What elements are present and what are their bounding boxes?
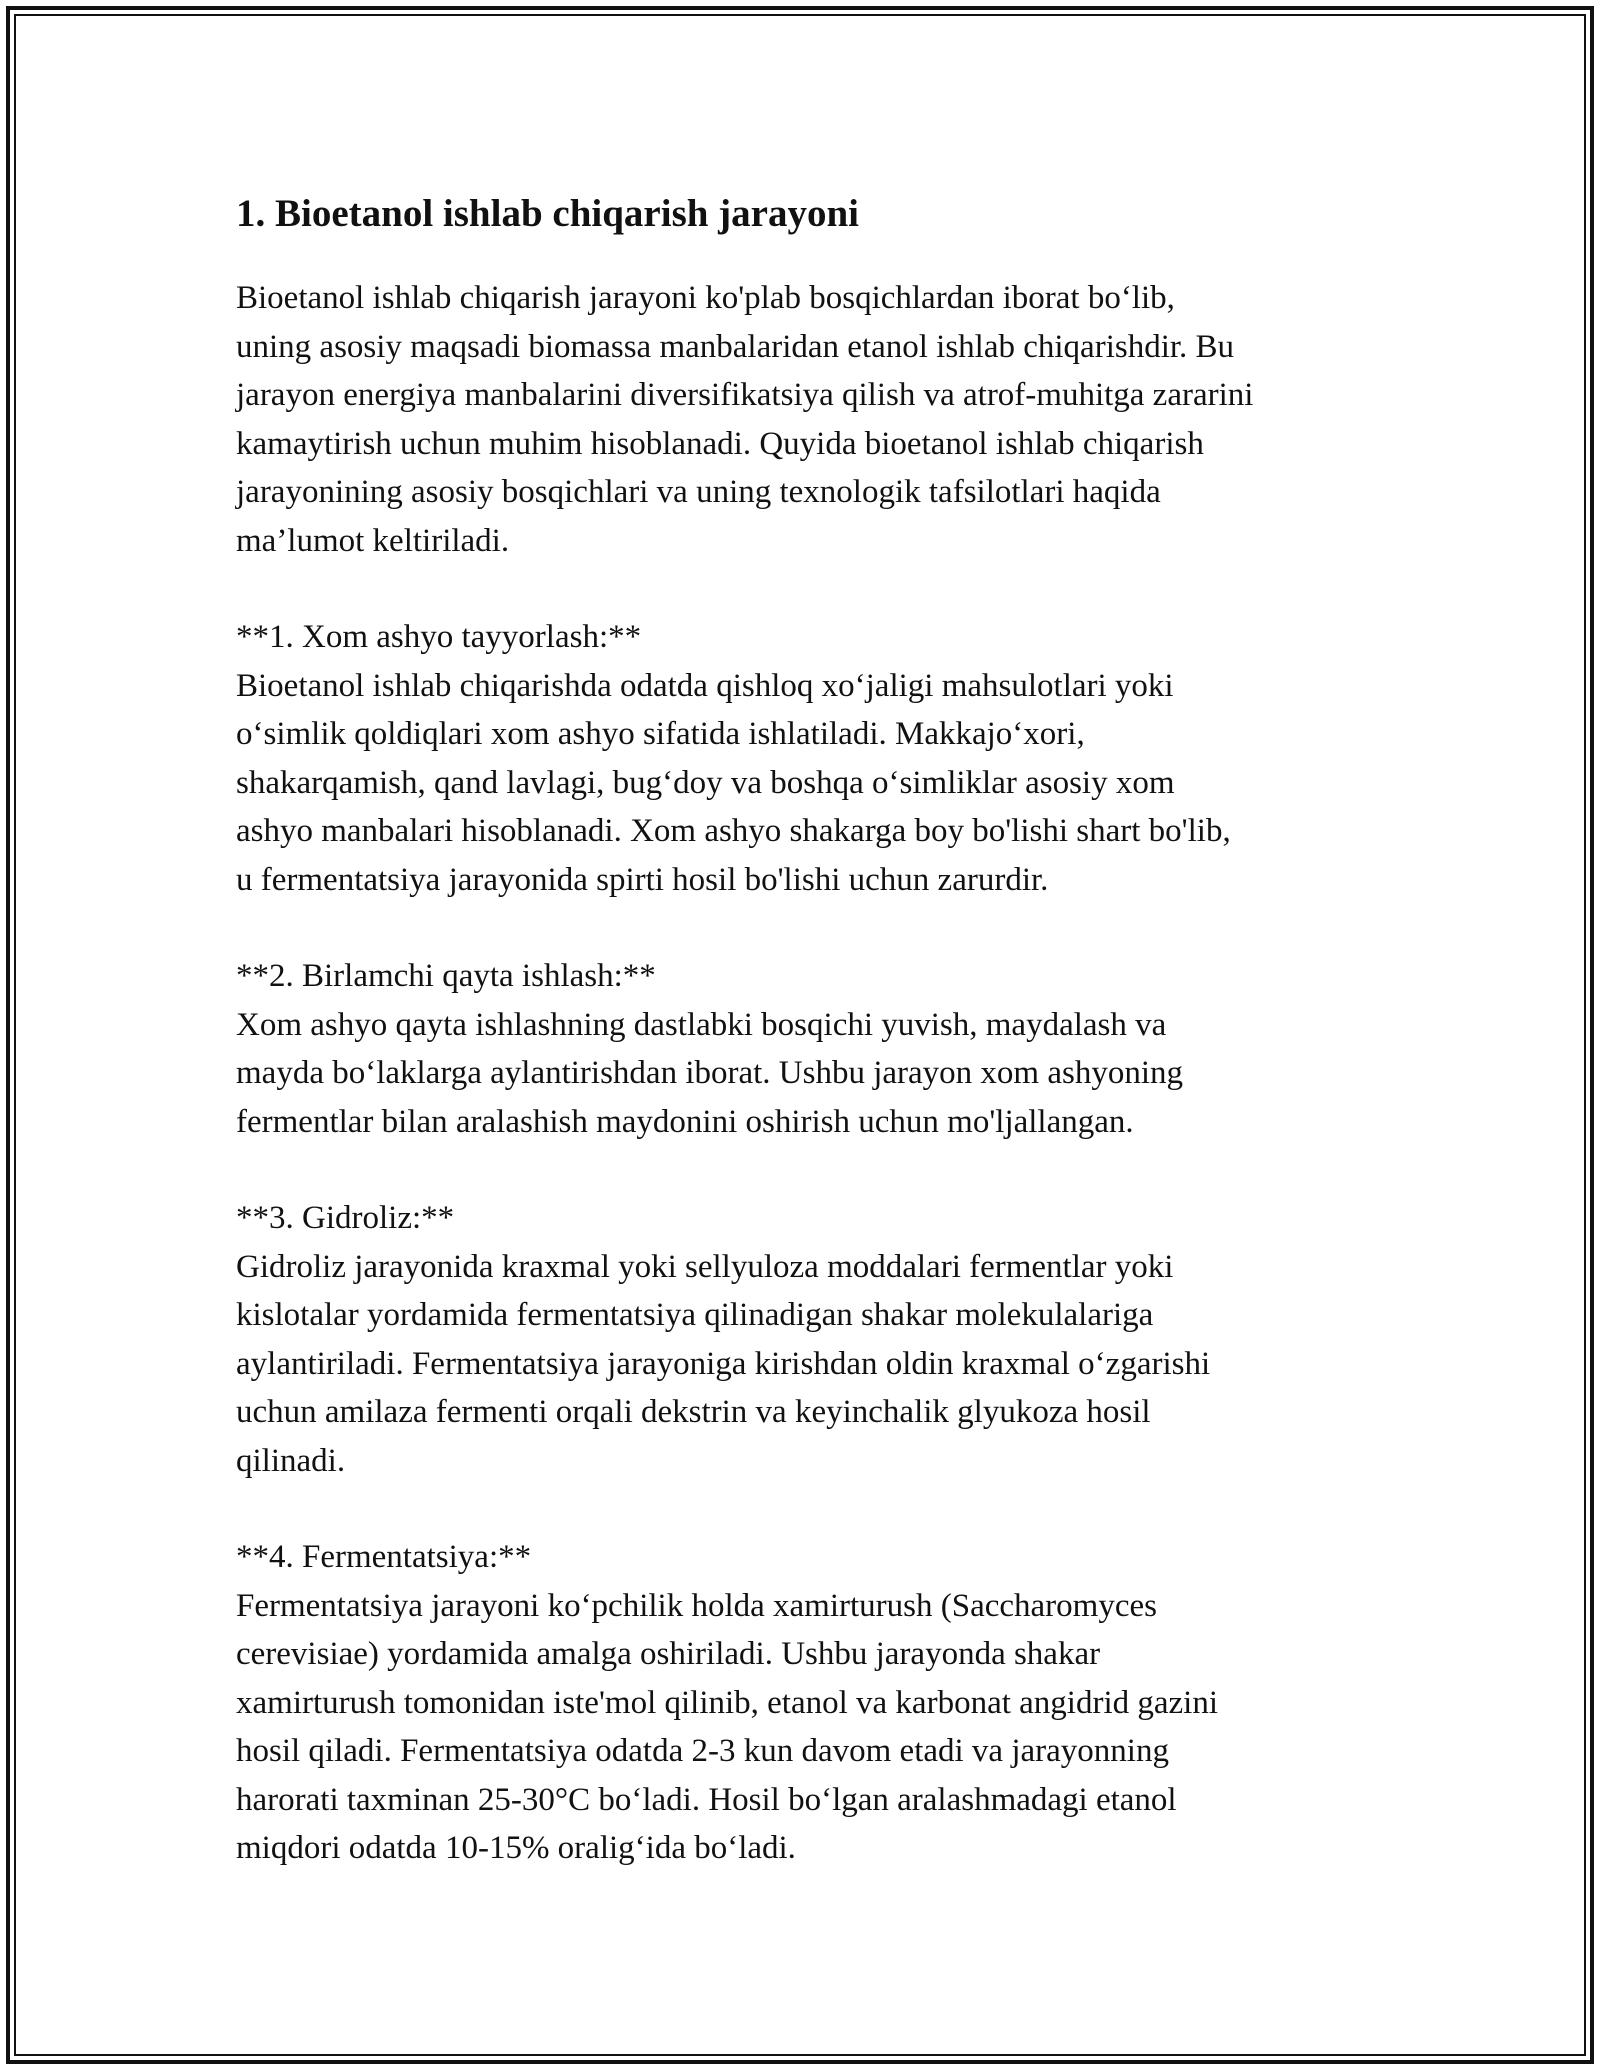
section-primary-processing: [236, 952, 1396, 1146]
document-title: 1. Bioetanol ishlab chiqarish jarayoni: [236, 192, 860, 235]
section-hydrolysis: [236, 1194, 1396, 1485]
section-text: Gidroliz jarayonida kraxmal yoki sellyuloza moddalari fermentlar yoki kislotalar yordamida fermentatsiya qilinadigan shakar molekulalariga aylantiriladi. Fermentatsiya jarayoniga kirishdan oldin kraxmal o‘zgarishi uchun amilaza fermenti orqali dekstrin va keyinchalik glyukoza hosil qilinadi.: [236, 1248, 1211, 1479]
section-heading: **3. Gidroliz:**: [236, 1200, 455, 1236]
section-text: Fermentatsiya jarayoni ko‘pchilik holda xamirturush (Saccharomyces cerevisiae) yordamida amalga oshiriladi. Ushbu jarayonda shakar xamirturush tomonidan iste'mol qilinib, etanol va karbonat angidrid gazini hosil qiladi. Fermentatsiya odatda 2-3 kun davom etadi va jarayonning harorati taxminan 25-30°C bo‘ladi. Hosil bo‘lgan aralashmadagi etanol miqdori odatda 10-15% oralig‘ida bo‘ladi.: [236, 1587, 1218, 1866]
document-body: [236, 188, 1396, 1921]
section-heading: **1. Xom ashyo tayyorlash:**: [236, 619, 642, 655]
section-text: Xom ashyo qayta ishlashning dastlabki bosqichi yuvish, maydalash va mayda bo‘laklarga aylantirishdan iborat. Ushbu jarayon xom ashyoning fermentlar bilan aralashish maydonini oshirish uchun mo'ljallangan.: [236, 1006, 1183, 1140]
section-text: Bioetanol ishlab chiqarishda odatda qishloq xo‘jaligi mahsulotlari yoki o‘simlik qoldiqlari xom ashyo sifatida ishlatiladi. Makkajo‘xori, shakarqamish, qand lavlagi, bug‘doy va boshqa o‘simliklar asosiy xom ashyo manbalari hisoblanadi. Xom ashyo shakarga boy bo'lishi shart bo'lib, u fermentatsiya jarayonida spirti hosil bo'lishi uchun zarurdir.: [236, 667, 1231, 898]
intro-paragraph: Bioetanol ishlab chiqarish jarayoni ko'plab bosqichlardan iborat bo‘lib, uning asosiy maqsadi biomassa manbalaridan etanol ishlab chiqarishdir. Bu jarayon energiya manbalarini diversifikatsiya qilish va atrof-muhitga zararini kamaytirish uchun muhim hisoblanadi. Quyida bioetanol ishlab chiqarish jarayonining asosiy bosqichlari va uning texnologik tafsilotlari haqida ma’lumot keltiriladi.: [236, 280, 1254, 559]
section-heading: **2. Birlamchi qayta ishlash:**: [236, 958, 656, 994]
section-heading: **4. Fermentatsiya:**: [236, 1539, 532, 1575]
section-fermentation: [236, 1533, 1396, 1873]
section-raw-material: [236, 613, 1396, 904]
